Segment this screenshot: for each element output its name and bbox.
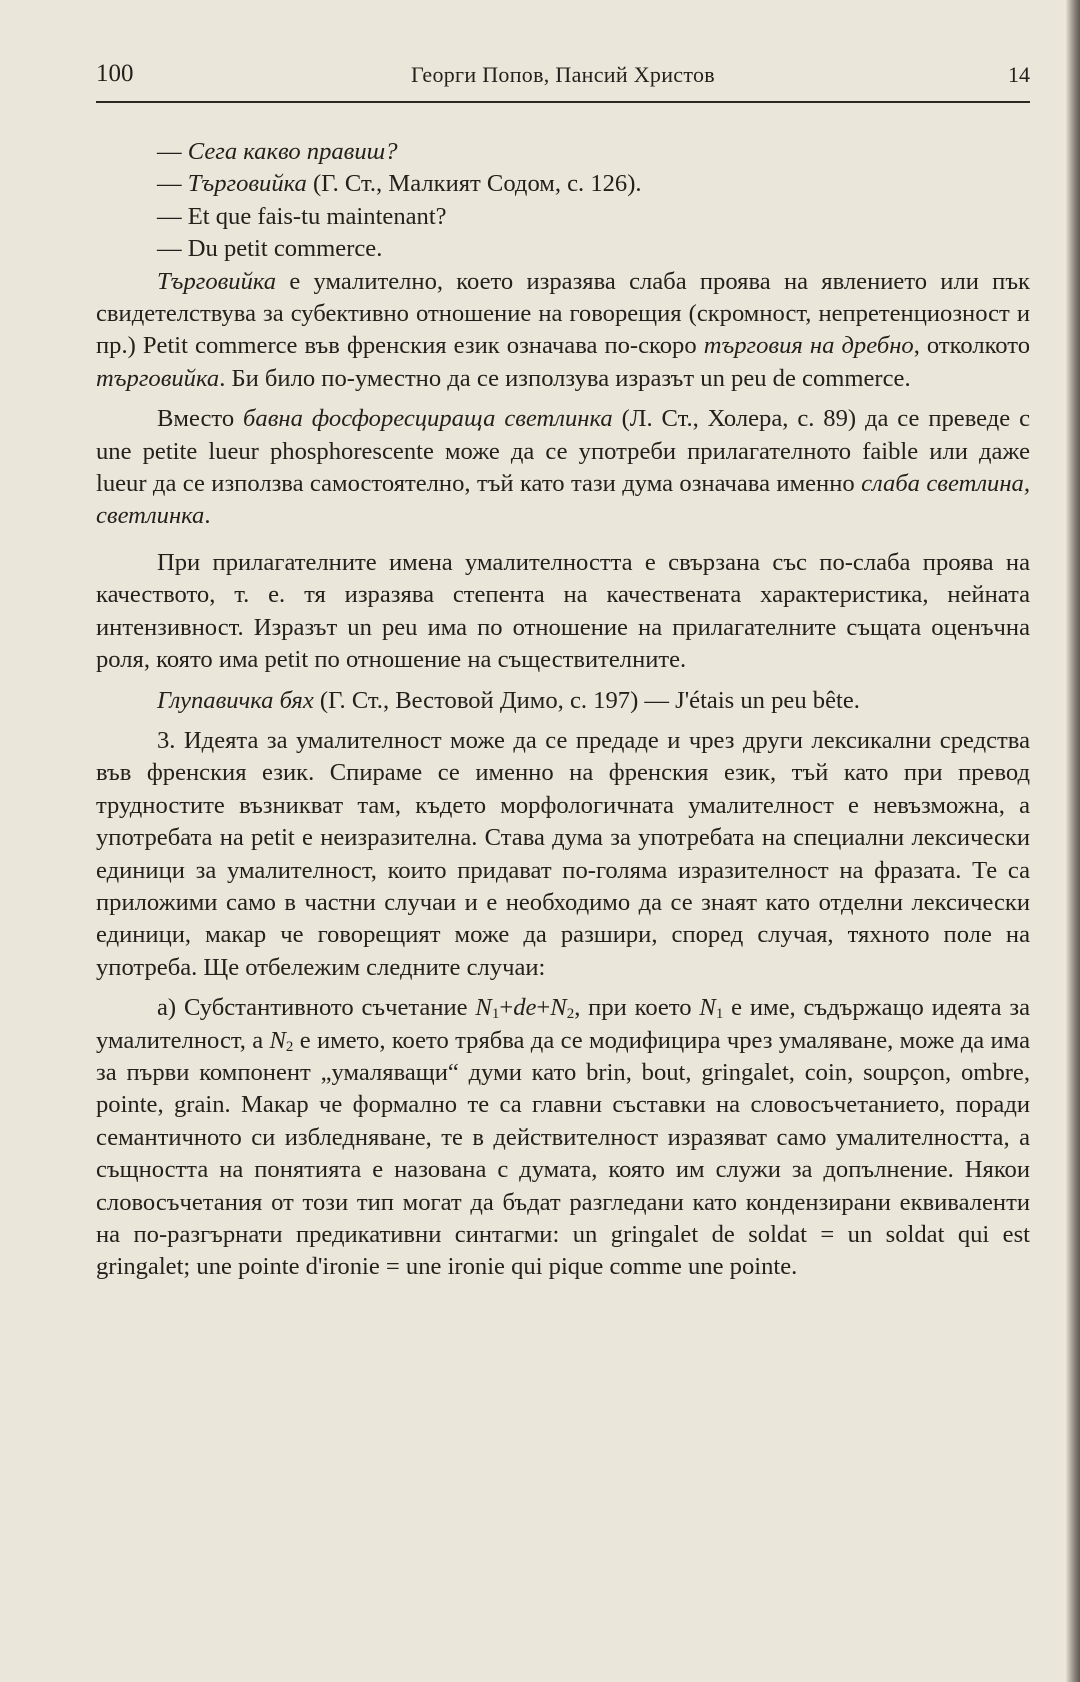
running-title: Георги Попов, Пансий Христов (411, 62, 715, 87)
header-rule (96, 101, 1030, 103)
dialog-line-3: — Et que fais-tu maintenant? (157, 202, 447, 230)
dialog-line-2: — Търговийка (Г. Ст., Малкият Содом, с. 126). (157, 170, 642, 198)
page-number: 100 (96, 60, 134, 87)
paragraph-3: При прилагателните имена умалителността е свързана със по-слаба проява на качеството, т. е. тя изразява степента на качествената характеристика, нейната интензивност. Изразът un peu има по отношение на прилагателните същата оценъчна роля, която има petit по отношение на съществителните. (96, 548, 1030, 674)
dialog-line-4: — Du petit commerce. (157, 235, 383, 263)
paragraph-1: Търговийка е умалително, което изразява слаба проява на явлението или пък свидетелствува за субективно отношение на говорещия (скромност, непретенциозност и пр.) Petit commerce във френския език означава по-скоро търговия на дребно, отколкото търговийка. Би било по-уместно да се използува изразът un peu de commerce. (96, 267, 1030, 392)
paragraph-2: Вместо бавна фосфоресцираща светлинка (Л. Ст., Холера, с. 89) да се преведе с une petite lueur phosphorescente може да се употреби прилагателното faible или даже lueur да се използва самостоятелно, тъй като тази дума означава именно слаба светлина, светлинка. (96, 405, 1030, 530)
page-body (96, 136, 1030, 1284)
paragraph-4: Глупавичка бях (Г. Ст., Вестовой Димо, с. 197) — J'étais un peu bête. (157, 686, 860, 714)
running-header (96, 60, 1030, 94)
dialog-line-1: — Сега какво правиш? (157, 138, 398, 165)
page-edge (1066, 0, 1080, 1682)
paragraph-6: а) Субстантивното съчетание $N_1+de+N_2$, при което $N_1$ е име, съдържащо идеята за умалителност, а $N_2$ е името, което трябва да се модифицира чрез умаляване, може да има за първи компонент „умаляващи“ думи като brin, bout, gringalet, coin, soupçon, ombre, pointe, grain. Макар че формално те са главни съставки на словосъчетанието, поради семантичното си избледняване, те в действителност изразяват само умалителността, а същността на понятията е назована с думата, която им служи за допълнение. Някои словосъчетания от този тип могат да бъдат разгледани като кондензирани еквиваленти на по-разгърнати предикативни синтагми: un gringalet de soldat = un soldat qui est gringalet; une pointe d'ironie = une ironie qui pique comme une pointe. (96, 994, 1030, 1281)
paragraph-5: 3. Идеята за умалителност може да се предаде и чрез други лексикални средства във френския език. Спираме се именно на френския език, тъй като при превод трудностите възникват там, където морфологичната умалителност е невъзможна, а употребата на petit е неизразителна. Става дума за употребата на специални лексически единици за умалителност, които придават по-голяма изразителност на фразата. Те са приложими само в частни случаи и е необходимо да се знаят като отделни лексически единици, макар че говорещият може да разшири, според случая, тяхното поле на употреба. Ще отбележим следните случаи: (96, 726, 1030, 981)
header-right-number: 14 (1008, 62, 1030, 87)
